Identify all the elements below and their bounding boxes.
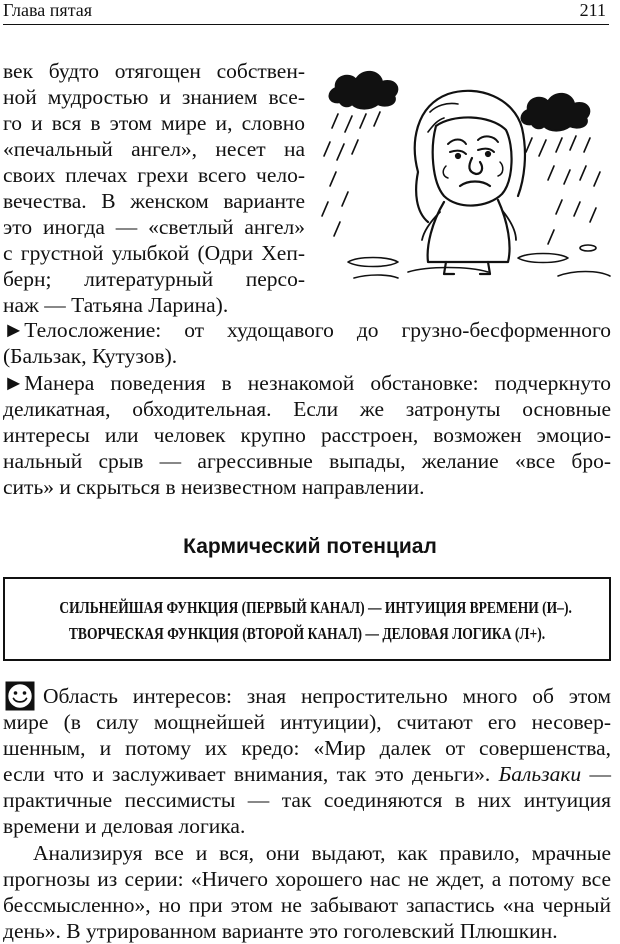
text-line: прогнозы из серии: «Ничего хорошего нас не ждет, а потому все [3, 867, 611, 891]
text-line: Анализируя все и вся, они выдают, как правило, мрачные [33, 841, 611, 865]
text-line: день». В утрированном варианте это гоголевский Плюшкин. [3, 919, 558, 943]
text-line: «печальный ангел», несет на [3, 137, 305, 161]
text-line: го и вся в этом мире и, словно [3, 111, 305, 135]
italic-term: Бальзаки [498, 762, 582, 786]
text-line: (Бальзак, Кутузов). [3, 344, 178, 368]
text-line: это иногда — «светлый ангел» [3, 215, 305, 239]
text-line: если что и заслуживает внимания, так это деньги». Бальзаки — [3, 762, 611, 786]
text-line: нальный срыв — агрессивные выпады, желание «все бро- [3, 449, 611, 473]
box-line-creative-function: ТВОРЧЕСКАЯ ФУНКЦИЯ (ВТОРОЙ КАНАЛ) — ДЕЛОВАЯ ЛОГИКА (Л+). [68, 624, 546, 643]
header-rule [3, 24, 609, 25]
text-line: ►Манера поведения в незнакомой обстановке: подчеркнуто [3, 371, 611, 395]
section-heading: Кармический потенциал [183, 535, 437, 558]
text-line: мире (в силу мощнейшей интуиции), считают его несовер- [3, 710, 611, 734]
bullet-marker: ► [3, 371, 25, 395]
text-line: сить» и скрыться в неизвестном направлении. [3, 475, 425, 499]
text-line: берн; литературный персо- [3, 267, 305, 291]
smiley-face-icon [5, 681, 35, 711]
text-line: интересы или человек крупно расстроен, возможен эмоцио- [3, 423, 611, 447]
text-line: ной мудростью и знанием все- [3, 85, 305, 109]
functions-box [3, 577, 611, 661]
left-cloud [330, 72, 398, 109]
page-number: 211 [579, 0, 606, 20]
text-line: Область интересов: зная непростительно много об этом [43, 684, 611, 708]
running-header-chapter: Глава пятая [3, 0, 93, 20]
text-line: шенным, и потому их кредо: «Мир далек от совершенства, [3, 736, 611, 760]
text-line: ►Телосложение: от худощавого до грузно-бесформенного [3, 318, 611, 342]
text-line: вечества. В женском варианте [3, 189, 305, 213]
text-line: времени и деловая логика. [3, 814, 246, 838]
text-line: бессмысленно», но при этом не забывают запастись «на черный [3, 893, 611, 917]
body [428, 200, 510, 262]
sad-figure-in-rain-illustration [318, 62, 614, 282]
text-line: век будто отягощен собствен- [3, 59, 305, 83]
text-line: практичные пессимисты — так соединяются в них интуиция [3, 788, 611, 812]
box-line-strongest-function: СИЛЬНЕЙШАЯ ФУНКЦИЯ (ПЕРВЫЙ КАНАЛ) — ИНТУИЦИЯ ВРЕМЕНИ (И–). [59, 598, 572, 617]
rain-right [526, 136, 600, 244]
text-line: своих плечах грехи всего чело- [3, 163, 305, 187]
rain-left [322, 112, 380, 236]
right-cloud [522, 94, 590, 131]
text-line: наж — Татьяна Ларина). [3, 293, 229, 317]
text-line: с грустной улыбкой (Одри Хеп- [3, 241, 305, 265]
bullet-marker: ► [3, 318, 25, 342]
text-line: деликатная, обходительная. Если же затронуты основные [3, 397, 611, 421]
